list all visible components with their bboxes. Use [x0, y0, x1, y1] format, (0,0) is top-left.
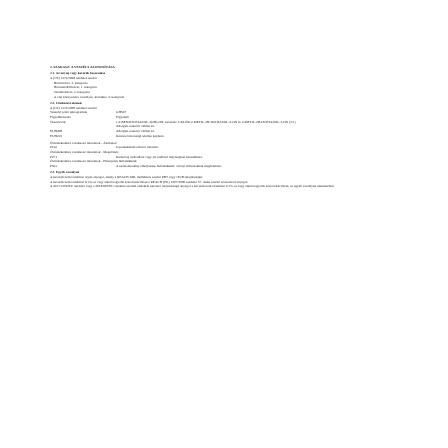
- label-value: GHS07: [116, 110, 127, 115]
- classification-line: Szemirritáció, 2. kategória: [54, 90, 90, 95]
- label-key: EUH210: [50, 133, 63, 138]
- precaution-text: Gyermekektől elzárva tartandó.: [116, 145, 159, 150]
- precaution-heading: Óvintézkedésre vonatkozó mondatok - Megelőzés:: [50, 149, 119, 154]
- label-key: Összetevők: [50, 119, 66, 124]
- other-hazards-line: A 2017/2100/EU rendelet vagy a 2018/605/EU rendelet szerinti endokrin károsító tulajdonságú anyagot a keverék nem tartalmaz 0,1%-os vagy annál nagyobb koncentrációban, az egyéb veszélyek tekintetében.: [50, 184, 335, 189]
- other-hazards-line: A keverék nem tartalmaz olyan anyagot, amely a REACH XIII. melléklete szerint PBT vagy vPvB tulajdonságú.: [50, 174, 203, 179]
- precaution-code: P271: [50, 154, 57, 159]
- subsection-2-3-heading: 2.3. Egyéb veszélyek: [50, 170, 80, 175]
- precaution-row: [50, 164, 400, 169]
- sds-section-2: [50, 65, 400, 189]
- label-value: Allergiás reakciót válthat ki.: [116, 124, 155, 129]
- subsection-2-1-heading: 2.1. Az anyag vagy keverék besorolása: [50, 71, 106, 76]
- precaution-text: Kizárólag szabadban vagy jól szellőző helyiségben használható.: [116, 154, 203, 159]
- label-key: Figyelmeztetés: [50, 115, 71, 120]
- label-key: EUH208: [50, 129, 63, 134]
- label-value: Kérésre biztonsági adatlap kapható.: [116, 133, 165, 138]
- label-value: Allergiás reakciót válthat ki.: [116, 129, 155, 134]
- label-value: Figyelem: [116, 115, 129, 120]
- precaution-code: P501: [50, 164, 57, 169]
- precaution-heading: Óvintézkedésre vonatkozó mondatok - Általános:: [50, 140, 118, 145]
- label-value: 1,2-BENZIZOTIAZOL-3(2H)-ON; keverék: 5-KLÓR-2-METIL-2H-IZOTIAZOL-3-ON és 2-METIL-2H-IZOTIAZOL-3-ON (3:1): [116, 119, 296, 124]
- regulation-line: A (CE) 1272/2008 rendelet szerint: [50, 105, 97, 110]
- subsection-2-2-heading: 2.2. Címkézési elemek: [50, 100, 82, 105]
- precaution-text: A tartalom/edény elhelyezése hulladékként: a helyi előírásoknak megfelelően.: [116, 164, 222, 169]
- precaution-heading: Óvintézkedésre vonatkozó mondatok - Elhelyezés hulladékként:: [50, 159, 138, 164]
- classification-line: A vízi környezetre veszélyes, krónikus, 3. kategória: [54, 94, 125, 99]
- label-row: [50, 134, 400, 139]
- classification-line: Bőrirritáció, 2. kategória: [54, 80, 88, 85]
- section-heading: 2. SZAKASZ: A VESZÉLY AZONOSÍTÁSA: [50, 65, 115, 69]
- classification-line: Bőrszenzibilizáció, 1. kategória: [54, 85, 97, 90]
- precaution-code: P102: [50, 145, 57, 150]
- label-key: Veszélyt jelző piktogramok: [50, 110, 88, 115]
- regulation-line: A (CE) 1272/2008 rendelet szerint: [50, 75, 97, 80]
- other-hazards-line: A keverék nem tartalmaz 0,1%-os vagy annál nagyobb koncentrációban a REACH (EK) 1907/2006 rendelet 57. cikke szerint azonosított anyagot.: [50, 179, 249, 184]
